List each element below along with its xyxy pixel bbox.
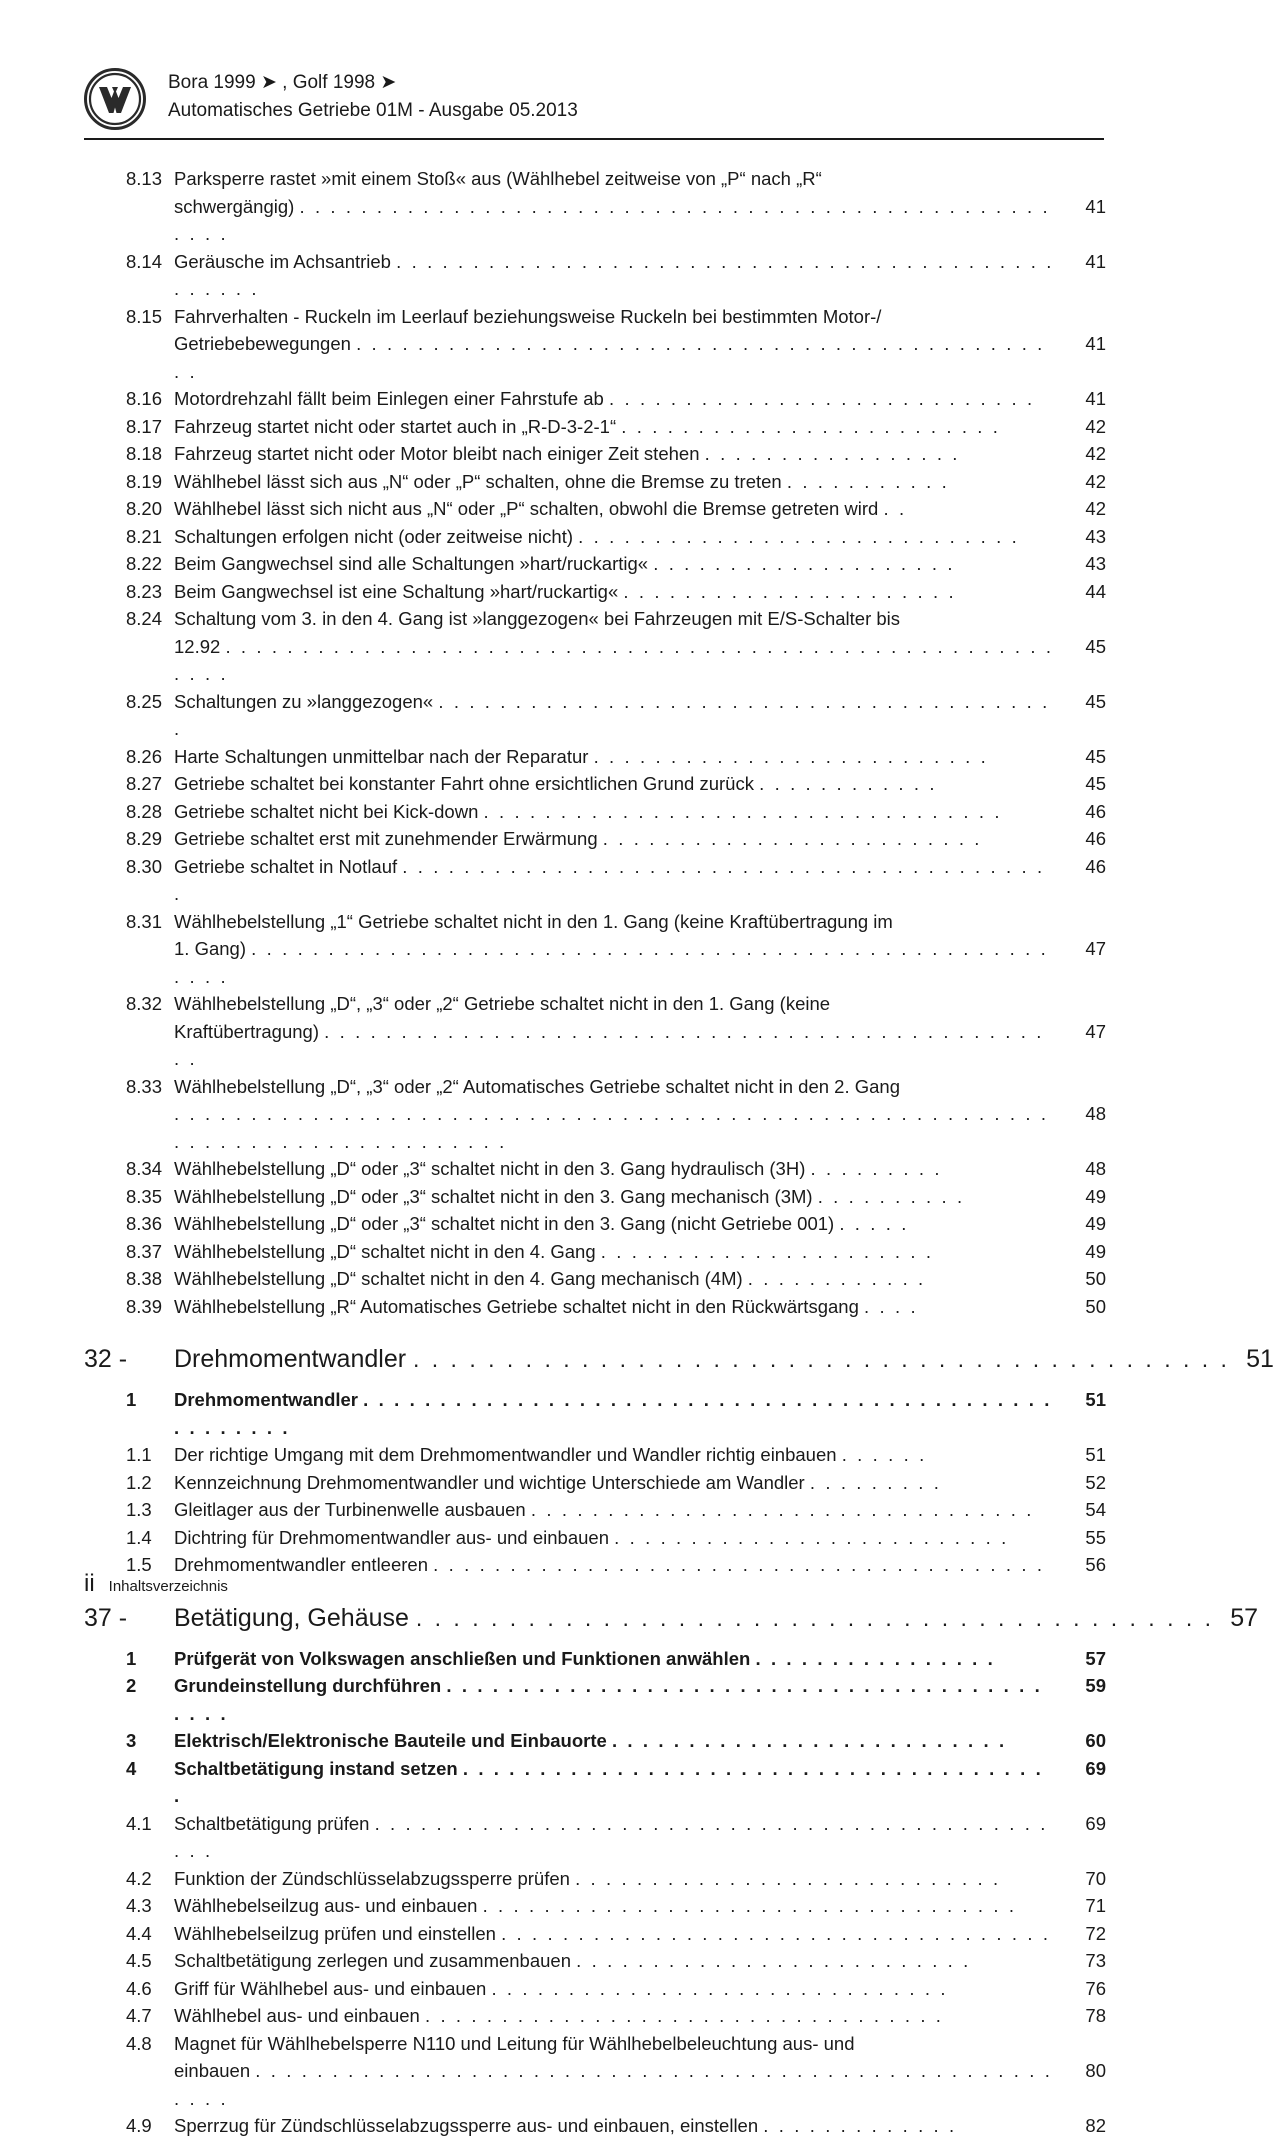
toc-page: 45	[1085, 690, 1106, 712]
toc-page: 47	[1085, 938, 1106, 959]
toc-page: 48	[1085, 1158, 1106, 1179]
toc-title: Kennzeichnung Drehmomentwandler und wichtige Unterschiede am Wandler . . . . . . . . .	[174, 1471, 942, 1493]
toc-page: 45	[1085, 773, 1106, 794]
leader-dots: . . . . . . . . . . . . . . . . . . . . . . . . . . . . . . . . .	[530, 1499, 1034, 1520]
leader-dots: . . . . . . . . . . . .	[747, 1268, 926, 1289]
toc-number: 8.20	[126, 498, 163, 519]
toc-title: Getriebe schaltet erst mit zunehmender Erwärmung . . . . . . . . . . . . . . . . . . . . . . . . .	[174, 828, 983, 849]
toc-number: 8.36	[126, 1213, 163, 1234]
toc-entry[interactable]	[84, 1469, 1106, 1497]
toc-number: 8.32	[126, 993, 163, 1014]
toc-page: 46	[1085, 828, 1106, 849]
toc-title-cont: einbauen . . . . . . . . . . . . . . . . . . . . . . . . . . . . . . . . . . . . . . . . . . . . . . . . . . . . . . . .	[174, 2060, 1053, 2109]
leader-dots: . . . . . . . . . . . . . . . . . . . . . . . . . . . . . . . . . . . . . . . . . . .	[415, 1604, 1215, 1631]
leader-dots: . . . . . .	[841, 1444, 927, 1465]
toc-page: 60	[1085, 1730, 1106, 1751]
vw-logo-icon	[84, 68, 146, 130]
toc-chapter-heading[interactable]	[84, 1601, 1259, 1635]
toc-title: Getriebe schaltet in Notlauf . . . . . . . . . . . . . . . . . . . . . . . . . . . . . . . . . . . . . . . . . . .	[174, 855, 1045, 904]
toc-entry[interactable]	[84, 550, 1106, 578]
toc-page: 56	[1085, 1554, 1106, 1575]
toc-page: 55	[1085, 1526, 1106, 1548]
table-of-contents	[84, 165, 1274, 2140]
toc-title-cont: schwergängig) . . . . . . . . . . . . . . . . . . . . . . . . . . . . . . . . . . . . . . . . . . . . . . . . . . . . .	[174, 195, 1051, 244]
toc-entry[interactable]	[84, 770, 1106, 798]
toc-title: Fahrverhalten - Ruckeln im Leerlauf beziehungsweise Ruckeln bei bestimmten Motor-/	[174, 305, 882, 327]
toc-number: 8.19	[126, 470, 163, 492]
toc-entry[interactable]	[84, 1441, 1106, 1469]
toc-number: 4	[126, 1757, 137, 1779]
leader-dots: . . . . . . . . . . .	[786, 470, 950, 492]
toc-title: Wählhebelstellung „D“ oder „3“ schaltet nicht in den 3. Gang hydraulisch (3H) . . . . . . . . .	[174, 1158, 943, 1179]
toc-entry[interactable]	[84, 248, 1106, 303]
toc-number: 1.4	[126, 1526, 152, 1548]
toc-number: 8.30	[126, 855, 163, 877]
toc-page: 46	[1085, 855, 1106, 877]
toc-title: Grundeinstellung durchführen . . . . . . . . . . . . . . . . . . . . . . . . . . . . . . . . . . . . . . . . . . .	[174, 1675, 1043, 1724]
chapter-number: 37 -	[84, 1603, 128, 1632]
toc-title-cont: 1. Gang) . . . . . . . . . . . . . . . . . . . . . . . . . . . . . . . . . . . . . . . . . . . . . . . . . . . . . . . .	[174, 938, 1049, 987]
footer-label: Inhaltsverzeichnis	[108, 1578, 228, 1595]
toc-title: Beim Gangwechsel ist eine Schaltung »hart/ruckartig« . . . . . . . . . . . . . . . . . . . . . .	[174, 580, 957, 602]
toc-page: 41	[1085, 195, 1106, 217]
leader-dots: . . . . . . . . . . . . . . . . . . . . . . . . . . . . .	[578, 525, 1020, 547]
toc-number: 8.39	[126, 1295, 163, 1317]
toc-title: Wählhebel lässt sich nicht aus „N“ oder „P“ schalten, obwohl die Bremse getreten wird . .	[174, 498, 907, 519]
toc-page: 44	[1085, 580, 1106, 602]
leader-dots: . . . . . . . . . . . . . . . . . . . . . . . . . .	[611, 1730, 1007, 1751]
page-number: ii	[84, 1570, 95, 1597]
toc-page: 41	[1085, 388, 1106, 409]
toc-number: 8.18	[126, 443, 163, 464]
leader-dots: . . . . . . . . . . . . . . . . . . . . . . . . . . . . . . . . . . . . . . . .	[433, 1554, 1045, 1575]
leader-dots: . . . . . . . . . . . . . . . . . . . . . . . . . . . . . . . . . . . . . . . . . . . . . . . . . . . . . . . .	[174, 938, 1049, 987]
toc-number: 8.26	[126, 745, 163, 767]
toc-entry[interactable]	[84, 990, 1106, 1018]
toc-entry[interactable]	[84, 468, 1106, 496]
toc-number: 8.29	[126, 828, 163, 849]
toc-page: 69	[1085, 1812, 1106, 1834]
toc-entry[interactable]	[84, 495, 1106, 523]
chapter-page: 57	[1230, 1603, 1259, 1632]
toc-number: 4.5	[126, 1950, 152, 1971]
toc-page: 71	[1085, 1895, 1106, 1916]
toc-number: 4.8	[126, 2032, 152, 2054]
toc-page: 43	[1085, 553, 1106, 574]
toc-number: 3	[126, 1730, 137, 1751]
toc-page: 76	[1085, 1977, 1106, 1999]
toc-entry-continuation[interactable]	[84, 633, 1106, 688]
toc-page: 43	[1085, 525, 1106, 547]
toc-number: 8.13	[126, 168, 163, 189]
leader-dots: . . . . . . . . . . . . . . . . . . . . . . . . . .	[593, 745, 989, 767]
toc-page: 54	[1085, 1499, 1106, 1520]
toc-title: Schaltbetätigung prüfen . . . . . . . . . . . . . . . . . . . . . . . . . . . . . . . . . . . . . . . . . . . . . . .	[174, 1812, 1048, 1861]
toc-number: 8.28	[126, 800, 163, 822]
toc-page: 50	[1085, 1295, 1106, 1317]
toc-title: Wählhebel aus- und einbauen . . . . . . . . . . . . . . . . . . . . . . . . . . . . . . . . . .	[174, 2005, 944, 2026]
toc-title: Harte Schaltungen unmittelbar nach der Reparatur . . . . . . . . . . . . . . . . . . . . . . . . . .	[174, 745, 989, 767]
toc-title: Prüfgerät von Volkswagen anschließen und Funktionen anwählen . . . . . . . . . . . . . . . .	[174, 1647, 996, 1669]
toc-entry[interactable]	[84, 1892, 1106, 1920]
leader-dots: . . . . . . . . . . . . . . . . .	[704, 443, 961, 464]
toc-number: 8.15	[126, 305, 163, 327]
page-header	[84, 66, 1104, 142]
toc-number: 8.22	[126, 553, 163, 574]
toc-entry[interactable]	[84, 1238, 1106, 1266]
leader-dots: . . . . . . . . . . . . . . . . . . . . . . . . . . . . . . . . . . . . . . . . . . . . . . . . . . . . .	[174, 1389, 1053, 1438]
toc-title: Schaltung vom 3. in den 4. Gang ist »langgezogen« bei Fahrzeugen mit E/S-Schalter bis	[174, 608, 901, 629]
toc-entry[interactable]	[84, 1947, 1106, 1975]
toc-number: 8.27	[126, 773, 163, 794]
header-model-line: Bora 1999 ➤ , Golf 1998 ➤	[168, 72, 397, 93]
header-subtitle-line: Automatisches Getriebe 01M - Ausgabe 05.2013	[168, 100, 578, 121]
toc-entry[interactable]	[84, 1524, 1106, 1552]
toc-page: 49	[1085, 1240, 1106, 1262]
toc-page: 51	[1085, 1389, 1106, 1410]
toc-title: Wählhebelstellung „D“ oder „3“ schaltet nicht in den 3. Gang (nicht Getriebe 001) . . . . .	[174, 1213, 909, 1234]
toc-title: Schaltbetätigung instand setzen . . . . . . . . . . . . . . . . . . . . . . . . . . . . . . . . . . . . . . .	[174, 1757, 1044, 1806]
toc-number: 1	[126, 1647, 137, 1669]
toc-number: 4.3	[126, 1895, 152, 1916]
toc-title-cont: Kraftübertragung) . . . . . . . . . . . . . . . . . . . . . . . . . . . . . . . . . . . . . . . . . . . . . . . . .	[174, 1020, 1044, 1069]
leader-dots: . . . . . . . . . . . . . . . . . . . . . . . . . .	[576, 1950, 971, 1971]
leader-dots: . . . . . . . . . . . . .	[763, 2115, 957, 2136]
toc-entry[interactable]	[84, 1073, 1106, 1101]
toc-title-cont	[174, 1100, 1062, 1155]
toc-entry[interactable]	[84, 1386, 1106, 1441]
leader-dots: . . . . . . . . . . . . . . . . . . . . . . . . . . . .	[575, 1867, 1001, 1889]
toc-entry[interactable]	[84, 605, 1106, 633]
toc-number: 8.17	[126, 415, 163, 437]
toc-page: 78	[1085, 2005, 1106, 2026]
leader-dots: . . . . . . . . . . . . . . . . . . . . . . . . . . . . . . . . . . . . . . . . . . . . . . . . . . . . .	[174, 195, 1051, 244]
toc-title: Motordrehzahl fällt beim Einlegen einer Fahrstufe ab . . . . . . . . . . . . . . . . . . . . . . . . . . . .	[174, 388, 1035, 409]
toc-page: 45	[1085, 745, 1106, 767]
toc-title: Wählhebelseilzug aus- und einbauen . . . . . . . . . . . . . . . . . . . . . . . . . . . . . . . . . . .	[174, 1895, 1017, 1916]
leader-dots: . .	[883, 498, 907, 519]
chapter-title: Betätigung, Gehäuse . . . . . . . . . . . . . . . . . . . . . . . . . . . . . . . . . . . . . . . . . . .	[174, 1603, 1215, 1632]
toc-entry[interactable]	[84, 1672, 1106, 1727]
toc-title: Schaltungen erfolgen nicht (oder zeitweise nicht) . . . . . . . . . . . . . . . . . . . . . . . . . . . . .	[174, 525, 1020, 547]
leader-dots: . . . . . . . . . . . . . . . . . . . . . . . . . . . . . . . . . . . . . . . . . . .	[174, 855, 1045, 904]
chapter-title: Drehmomentwandler . . . . . . . . . . . . . . . . . . . . . . . . . . . . . . . . . . . . . . . . . . . .	[174, 1345, 1230, 1373]
toc-title: Getriebe schaltet nicht bei Kick-down . . . . . . . . . . . . . . . . . . . . . . . . . . . . . . . . . .	[174, 800, 1003, 822]
toc-page: 80	[1085, 2060, 1106, 2081]
toc-entry[interactable]	[84, 578, 1106, 606]
toc-number: 8.31	[126, 910, 163, 932]
toc-entry[interactable]	[84, 165, 1106, 193]
leader-dots: . . . . . . . . . . . . . . . . . . . . . . . . . . . . . . . . . . . . . . . . . . . . . . . . .	[174, 1020, 1044, 1069]
leader-dots: . . . . . . . . . . . . . . . . . . . . . .	[623, 580, 957, 602]
toc-title: Parksperre rastet »mit einem Stoß« aus (Wählhebel zeitweise von „P“ nach „R“	[174, 168, 822, 189]
toc-number: 8.34	[126, 1158, 163, 1179]
toc-title: Wählhebelstellung „D“, „3“ oder „2“ Getriebe schaltet nicht in den 1. Gang (keine	[174, 993, 831, 1014]
toc-entry[interactable]	[84, 2030, 1106, 2058]
toc-title: Fahrzeug startet nicht oder startet auch in „R-D-3-2-1“ . . . . . . . . . . . . . . . . . . . . . . . . .	[174, 415, 1001, 437]
toc-number: 4.4	[126, 1922, 152, 1944]
leader-dots: . . . .	[864, 1295, 919, 1317]
toc-page: 48	[1085, 1103, 1106, 1124]
toc-page: 52	[1085, 1471, 1106, 1493]
toc-number: 8.35	[126, 1185, 163, 1207]
leader-dots: . . . . . . . . .	[809, 1471, 942, 1493]
toc-page: 46	[1085, 800, 1106, 822]
toc-page: 69	[1085, 1757, 1106, 1779]
leader-dots: . . . . . . . . . . . . . . . . . . . . . . . . .	[621, 415, 1001, 437]
toc-page: 59	[1085, 1675, 1106, 1696]
chapter-page: 51	[1246, 1345, 1274, 1373]
toc-title: Wählhebelstellung „D“ schaltet nicht in den 4. Gang mechanisch (4M) . . . . . . . . . . . .	[174, 1268, 926, 1289]
toc-title: Wählhebelstellung „D“ oder „3“ schaltet nicht in den 3. Gang mechanisch (3M) . . . . . . . . . .	[174, 1185, 965, 1207]
toc-page: 42	[1085, 443, 1106, 464]
toc-entry[interactable]	[84, 1293, 1106, 1321]
toc-entry[interactable]	[84, 2112, 1106, 2140]
leader-dots: . . . . . . . . . . . . . . . . . . . . . . . . . . . . . . . . . .	[424, 2005, 944, 2026]
toc-title: Elektrisch/Elektronische Bauteile und Einbauorte . . . . . . . . . . . . . . . . . . . . . . . . . .	[174, 1730, 1007, 1751]
leader-dots: . . . . . . . . . . . . . . . . . . . . . . . . . . . . . . . . . . . . . . . . .	[174, 690, 1050, 739]
toc-title: Wählhebelstellung „D“, „3“ oder „2“ Automatisches Getriebe schaltet nicht in den 2. Gang	[174, 1075, 900, 1097]
toc-number: 8.33	[126, 1075, 163, 1097]
toc-title: Wählhebelstellung „R“ Automatisches Getriebe schaltet nicht in den Rückwärtsgang . . . .	[174, 1295, 919, 1317]
chapter-number: 32 -	[84, 1345, 128, 1373]
toc-page: 82	[1085, 2115, 1106, 2136]
toc-page: 42	[1085, 415, 1106, 437]
header-titles	[168, 70, 578, 124]
leader-dots: . . . . . . . . . . . . . . . . . . . . . .	[600, 1240, 934, 1262]
toc-entry[interactable]	[84, 1755, 1106, 1810]
leader-dots: . . . . . . . . . . . . . . . . . . . . . . . . . . . . . . . . . . . . . . . . . . . . . . .	[174, 1812, 1048, 1861]
toc-title: Wählhebelseilzug prüfen und einstellen . . . . . . . . . . . . . . . . . . . . . . . . . . . . . . . . . . . .	[174, 1922, 1051, 1944]
toc-title: Wählhebelstellung „D“ schaltet nicht in den 4. Gang . . . . . . . . . . . . . . . . . . . . . .	[174, 1240, 934, 1262]
toc-title: Magnet für Wählhebelsperre N110 und Leitung für Wählhebelbeleuchtung aus- und	[174, 2032, 855, 2054]
leader-dots: . . . . . . . . . . . . . . . . . . . . . . . . . . . . . . . . . . . . . . . . . . .	[174, 1675, 1043, 1724]
toc-page: 57	[1085, 1647, 1106, 1669]
toc-number: 8.25	[126, 690, 163, 712]
toc-title: Funktion der Zündschlüsselabzugssperre prüfen . . . . . . . . . . . . . . . . . . . . . . . . . . . .	[174, 1867, 1001, 1889]
toc-chapter-heading[interactable]	[84, 1342, 1274, 1376]
toc-number: 8.37	[126, 1240, 163, 1262]
toc-entry-continuation[interactable]	[84, 935, 1106, 990]
toc-entry[interactable]	[84, 413, 1106, 441]
leader-dots: . . . . . . . . . . . . . . . . . . . . . . . . . . . . . . . . . . . .	[501, 1922, 1051, 1944]
toc-page: 41	[1085, 250, 1106, 272]
toc-entry-continuation[interactable]	[84, 330, 1106, 385]
page-footer	[84, 1570, 1104, 1598]
toc-page: 42	[1085, 470, 1106, 492]
toc-title: Griff für Wählhebel aus- und einbauen . . . . . . . . . . . . . . . . . . . . . . . . . . . . . .	[174, 1977, 949, 1999]
toc-entry[interactable]	[84, 523, 1106, 551]
toc-page: 70	[1085, 1867, 1106, 1889]
toc-entry-continuation[interactable]	[84, 193, 1106, 248]
toc-entry[interactable]	[84, 1210, 1106, 1238]
leader-dots: . . . . . . . . . . . . . . . . . . . .	[653, 553, 956, 574]
toc-number: 1.2	[126, 1471, 152, 1493]
leader-dots: . . . . . . . . . . . . . . . . . . . . . . . . . . . . . . . . . .	[483, 800, 1003, 822]
toc-number: 2	[126, 1675, 137, 1696]
toc-entry[interactable]	[84, 825, 1106, 853]
toc-number: 8.14	[126, 250, 163, 272]
leader-dots: . . . . . . . . . . . . . . . . . . . . . . . . . . . . . . . . . . . . . . .	[174, 1757, 1044, 1806]
toc-entry[interactable]	[84, 1810, 1106, 1865]
leader-dots: . . . . . . . . . . . . . . . . . . . . . . . . . . . . . . . . . . . . . . . . . . . . . . . . . . . . . . . .	[174, 2060, 1053, 2109]
toc-number: 4.9	[126, 2115, 152, 2136]
toc-number: 1	[126, 1389, 137, 1410]
toc-number: 8.24	[126, 608, 163, 629]
toc-entry[interactable]	[84, 743, 1106, 771]
toc-page: 73	[1085, 1950, 1106, 1971]
toc-title: Sperrzug für Zündschlüsselabzugssperre aus- und einbauen, einstellen . . . . . . . . . . . . .	[174, 2115, 957, 2136]
toc-number: 1.1	[126, 1444, 152, 1465]
toc-entry[interactable]	[84, 798, 1106, 826]
toc-entry[interactable]	[84, 688, 1106, 743]
toc-entry-continuation[interactable]	[84, 1100, 1106, 1155]
toc-entry[interactable]	[84, 1183, 1106, 1211]
toc-title: Gleitlager aus der Turbinenwelle ausbauen . . . . . . . . . . . . . . . . . . . . . . . . . . . . . . . . .	[174, 1499, 1034, 1520]
leader-dots: . . . . . . . . . . . . . . . . . . . . . . . . . . . .	[609, 388, 1035, 409]
toc-entry[interactable]	[84, 1727, 1106, 1755]
toc-entry[interactable]	[84, 1645, 1106, 1673]
toc-number: 8.16	[126, 388, 163, 409]
toc-title: Schaltungen zu »langgezogen« . . . . . . . . . . . . . . . . . . . . . . . . . . . . . . . . . . . . . . . . .	[174, 690, 1050, 739]
toc-page: 72	[1085, 1922, 1106, 1944]
leader-dots: . . . . . . . . .	[810, 1158, 943, 1179]
toc-number: 8.21	[126, 525, 163, 547]
leader-dots: . . . . . . . . . . . . . . . . . . . . . . . . . . . . . . . . . . . . . . . . . . . . . . .	[174, 333, 1045, 382]
toc-entry[interactable]	[84, 1265, 1106, 1293]
toc-number: 1.5	[126, 1554, 152, 1575]
toc-entry[interactable]	[84, 385, 1106, 413]
toc-title: Dichtring für Drehmomentwandler aus- und einbauen . . . . . . . . . . . . . . . . . . . . . . . . . .	[174, 1526, 1009, 1548]
toc-title-cont: 12.92 . . . . . . . . . . . . . . . . . . . . . . . . . . . . . . . . . . . . . . . . . . . . . . . . . . . . . . . . . .	[174, 635, 1054, 684]
toc-entry[interactable]	[84, 1920, 1106, 1948]
toc-number: 8.23	[126, 580, 163, 602]
toc-page: 47	[1085, 1020, 1106, 1042]
toc-title: Drehmomentwandler . . . . . . . . . . . . . . . . . . . . . . . . . . . . . . . . . . . . . . . . . . . . . . . . . . . . .	[174, 1389, 1053, 1438]
leader-dots: . . . . .	[839, 1213, 909, 1234]
leader-dots: . . . . . . . . . . . . . . . . . . . . . . . . .	[602, 828, 983, 849]
toc-page: 41	[1085, 333, 1106, 354]
toc-page: 45	[1085, 635, 1106, 657]
leader-dots: . . . . . . . . . . . . . . . . . . . . . . . . . . . . . . . . . . . . . . . . . . . . . . . . .	[174, 250, 1054, 299]
toc-title: Drehmomentwandler entleeren . . . . . . . . . . . . . . . . . . . . . . . . . . . . . . . . . . . . . . . .	[174, 1554, 1045, 1575]
leader-dots: . . . . . . . . . . . .	[759, 773, 938, 794]
leader-dots: . . . . . . . . . . . . . . . . . . . . . . . . . . . . . . . . . . . . . . . . . . . . . . . . . . . . . . . . . . . . . . . . . . . . . . . . . . . . . . .	[174, 1103, 1049, 1152]
toc-title: Beim Gangwechsel sind alle Schaltungen »hart/ruckartig« . . . . . . . . . . . . . . . . . . . .	[174, 553, 956, 574]
toc-page: 42	[1085, 498, 1106, 519]
header-divider	[84, 138, 1104, 140]
toc-entry-continuation[interactable]	[84, 1018, 1106, 1073]
toc-title: Der richtige Umgang mit dem Drehmomentwandler und Wandler richtig einbauen . . . . . .	[174, 1444, 927, 1465]
toc-page: 51	[1085, 1444, 1106, 1465]
toc-entry-continuation[interactable]	[84, 2057, 1106, 2112]
toc-number: 1.3	[126, 1499, 152, 1520]
toc-title: Wählhebelstellung „1“ Getriebe schaltet nicht in den 1. Gang (keine Kraftübertragung im	[174, 910, 893, 932]
toc-entry[interactable]	[84, 853, 1106, 908]
toc-number: 4.6	[126, 1977, 152, 1999]
toc-entry[interactable]	[84, 2002, 1106, 2030]
toc-title: Geräusche im Achsantrieb . . . . . . . . . . . . . . . . . . . . . . . . . . . . . . . . . . . . . . . . . . . . . . . . .	[174, 250, 1054, 299]
toc-number: 4.2	[126, 1867, 152, 1889]
leader-dots: . . . . . . . . . . . . . . . . . . . . . . . . . . . . . . . . . . . . . . . . . . . . . . . . . . . . . . . . . .	[174, 635, 1054, 684]
toc-page: 49	[1085, 1185, 1106, 1207]
leader-dots: . . . . . . . . . . . . . . . .	[755, 1647, 996, 1669]
toc-title: Getriebe schaltet bei konstanter Fahrt ohne ersichtlichen Grund zurück . . . . . . . . . . . .	[174, 773, 938, 794]
toc-entry[interactable]	[84, 303, 1106, 331]
toc-number: 4.1	[126, 1812, 152, 1834]
leader-dots: . . . . . . . . . .	[817, 1185, 965, 1207]
toc-title-cont: Getriebebewegungen . . . . . . . . . . . . . . . . . . . . . . . . . . . . . . . . . . . . . . . . . . . . . . .	[174, 333, 1045, 382]
toc-entry[interactable]	[84, 1865, 1106, 1893]
toc-entry[interactable]	[84, 1155, 1106, 1183]
leader-dots: . . . . . . . . . . . . . . . . . . . . . . . . . . . . . . . . . . .	[482, 1895, 1017, 1916]
leader-dots: . . . . . . . . . . . . . . . . . . . . . . . . . . . . . . . . . . . . . . . . . . . .	[413, 1346, 1230, 1372]
leader-dots: . . . . . . . . . . . . . . . . . . . . . . . . . .	[614, 1526, 1009, 1548]
toc-title: Wählhebel lässt sich aus „N“ oder „P“ schalten, ohne die Bremse zu treten . . . . . . . . . . .	[174, 470, 950, 492]
toc-entry[interactable]	[84, 908, 1106, 936]
toc-page: 49	[1085, 1213, 1106, 1234]
toc-entry[interactable]	[84, 440, 1106, 468]
toc-number: 8.38	[126, 1268, 163, 1289]
leader-dots: . . . . . . . . . . . . . . . . . . . . . . . . . . . . . .	[491, 1977, 949, 1999]
toc-title: Fahrzeug startet nicht oder Motor bleibt nach einiger Zeit stehen . . . . . . . . . . . . . . . . .	[174, 443, 961, 464]
toc-title: Schaltbetätigung zerlegen und zusammenbauen . . . . . . . . . . . . . . . . . . . . . . . . . .	[174, 1950, 971, 1971]
toc-entry[interactable]	[84, 1975, 1106, 2003]
toc-number: 4.7	[126, 2005, 152, 2026]
toc-page: 50	[1085, 1268, 1106, 1289]
toc-entry[interactable]	[84, 1496, 1106, 1524]
